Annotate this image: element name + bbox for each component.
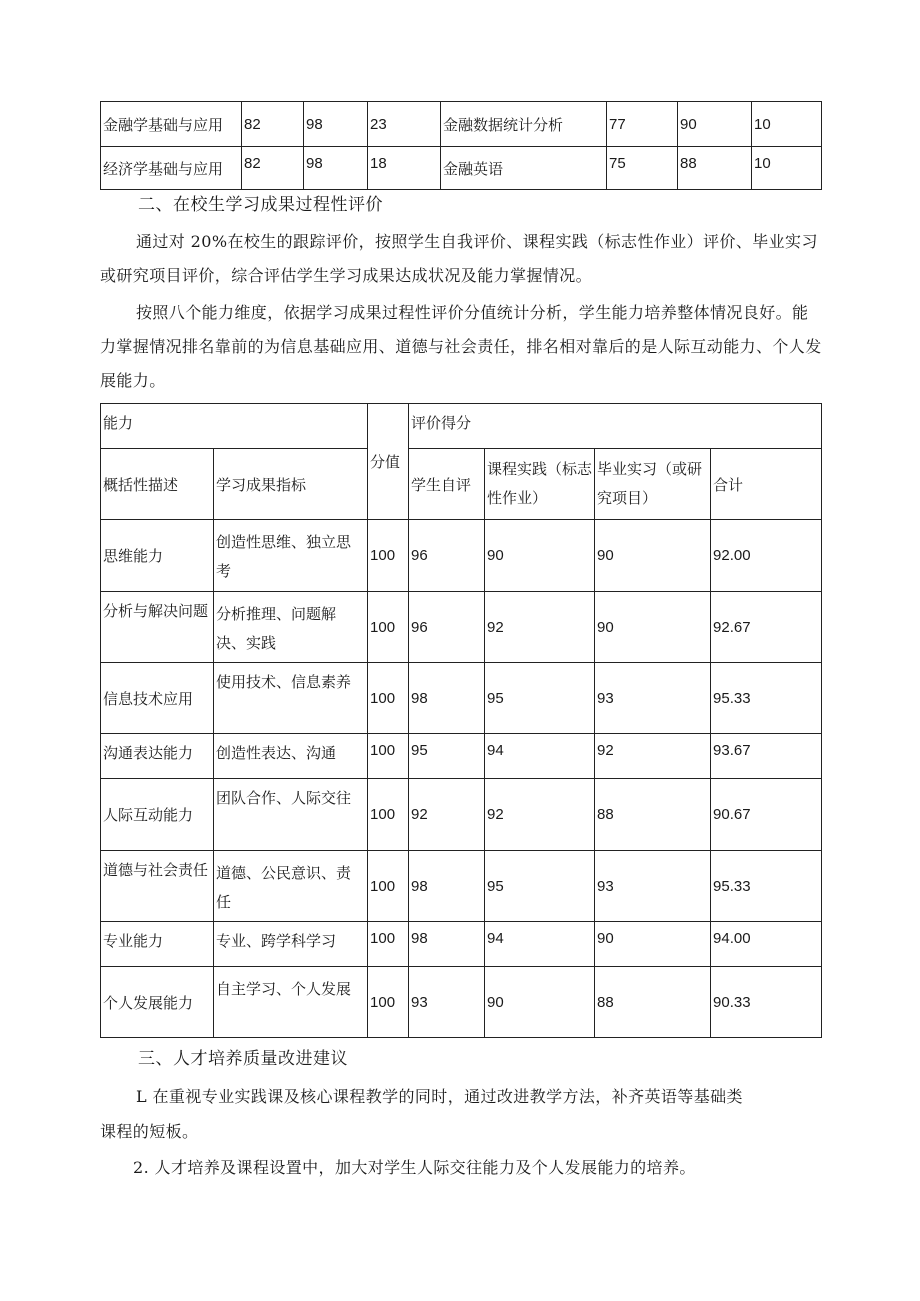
practice-score: 95	[485, 663, 595, 734]
course-practice-header: 课程实践（标志性作业）	[485, 449, 595, 520]
ability-row	[101, 967, 822, 1038]
ability-row	[101, 851, 822, 922]
ability-name: 沟通表达能力	[101, 734, 214, 779]
course-name: 金融数据统计分析	[441, 102, 607, 147]
score-cell: 98	[304, 102, 368, 147]
section-3-heading: 三、人才培养质量改进建议	[138, 1049, 348, 1069]
ability-header: 能力	[101, 404, 368, 449]
score-cell: 82	[242, 147, 304, 190]
header-row-1	[101, 404, 822, 449]
self-eval-score: 96	[409, 520, 485, 592]
ability-name: 个人发展能力	[101, 967, 214, 1038]
ability-row	[101, 663, 822, 734]
score-cell: 75	[607, 147, 678, 190]
indicator-header: 学习成果指标	[214, 449, 368, 520]
self-eval-score: 98	[409, 663, 485, 734]
internship-score: 90	[595, 922, 711, 967]
course-row	[101, 147, 822, 190]
evaluation-header: 评价得分	[409, 404, 822, 449]
total-score: 95.33	[711, 663, 822, 734]
course-row	[101, 102, 822, 147]
total-score: 95.33	[711, 851, 822, 922]
ability-name: 人际互动能力	[101, 779, 214, 851]
section-3-item-1-line-2: 课程的短板。	[100, 1122, 199, 1141]
score-value: 100	[368, 520, 409, 592]
self-eval-score: 98	[409, 922, 485, 967]
self-eval-score: 92	[409, 779, 485, 851]
score-cell: 77	[607, 102, 678, 147]
ability-row	[101, 922, 822, 967]
ability-name: 道德与社会责任	[101, 851, 214, 922]
total-score: 94.00	[711, 922, 822, 967]
section-2-heading: 二、在校生学习成果过程性评价	[138, 195, 383, 215]
ability-indicator: 使用技术、信息素养	[214, 663, 368, 734]
score-cell: 90	[678, 102, 752, 147]
section-2-paragraph-1: 通过对 20%在校生的跟踪评价，按照学生自我评价、课程实践（标志性作业）评价、毕业实习或研究项目评价，综合评估学生学习成果达成状况及能力掌握情况。	[100, 232, 818, 285]
score-cell: 98	[304, 147, 368, 190]
practice-score: 90	[485, 520, 595, 592]
self-eval-score: 95	[409, 734, 485, 779]
score-value-header: 分值	[368, 404, 409, 520]
course-name: 经济学基础与应用	[101, 147, 242, 190]
total-score: 93.67	[711, 734, 822, 779]
ability-row	[101, 592, 822, 663]
score-value: 100	[368, 734, 409, 779]
score-value: 100	[368, 663, 409, 734]
score-cell: 23	[368, 102, 441, 147]
ability-name: 信息技术应用	[101, 663, 214, 734]
total-score: 92.00	[711, 520, 822, 592]
ability-indicator: 道德、公民意识、责任	[214, 851, 368, 922]
section-3-item-1-line-1: L 在重视专业实践课及核心课程教学的同时，通过改进教学方法，补齐英语等基础类	[136, 1087, 743, 1106]
internship-header: 毕业实习（或研究项目）	[595, 449, 711, 520]
total-score: 90.33	[711, 967, 822, 1038]
self-eval-score: 96	[409, 592, 485, 663]
score-value: 100	[368, 592, 409, 663]
section-3-item-2: 2. 人才培养及课程设置中，加大对学生人际交往能力及个人发展能力的培养。	[133, 1158, 696, 1177]
ability-indicator: 自主学习、个人发展	[214, 967, 368, 1038]
practice-score: 95	[485, 851, 595, 922]
internship-score: 93	[595, 851, 711, 922]
ability-row	[101, 734, 822, 779]
ability-name: 思维能力	[101, 520, 214, 592]
section-2-paragraph-2: 按照八个能力维度，依据学习成果过程性评价分值统计分析，学生能力培养整体情况良好。能力掌握情况排名靠前的为信息基础应用、道德与社会责任，排名相对靠后的是人际互动能力、个人发展能力。	[100, 303, 822, 390]
practice-score: 94	[485, 734, 595, 779]
self-eval-score: 98	[409, 851, 485, 922]
score-cell: 88	[678, 147, 752, 190]
score-cell: 82	[242, 102, 304, 147]
score-cell: 10	[752, 147, 822, 190]
score-value: 100	[368, 967, 409, 1038]
internship-score: 92	[595, 734, 711, 779]
score-value: 100	[368, 851, 409, 922]
score-cell: 10	[752, 102, 822, 147]
self-eval-header: 学生自评	[409, 449, 485, 520]
score-cell: 18	[368, 147, 441, 190]
practice-score: 92	[485, 779, 595, 851]
practice-score: 92	[485, 592, 595, 663]
ability-evaluation-table	[100, 403, 822, 1038]
summary-header: 概括性描述	[101, 449, 214, 520]
ability-indicator: 创造性思维、独立思考	[214, 520, 368, 592]
ability-name: 专业能力	[101, 922, 214, 967]
ability-indicator: 专业、跨学科学习	[214, 922, 368, 967]
score-value: 100	[368, 922, 409, 967]
internship-score: 88	[595, 967, 711, 1038]
ability-row	[101, 520, 822, 592]
score-value: 100	[368, 779, 409, 851]
ability-row	[101, 779, 822, 851]
ability-indicator: 分析推理、问题解决、实践	[214, 592, 368, 663]
ability-indicator: 创造性表达、沟通	[214, 734, 368, 779]
ability-name: 分析与解决问题	[101, 592, 214, 663]
practice-score: 94	[485, 922, 595, 967]
self-eval-score: 93	[409, 967, 485, 1038]
total-header: 合计	[711, 449, 822, 520]
ability-indicator: 团队合作、人际交往	[214, 779, 368, 851]
course-score-table	[100, 101, 822, 190]
total-score: 90.67	[711, 779, 822, 851]
total-score: 92.67	[711, 592, 822, 663]
practice-score: 90	[485, 967, 595, 1038]
header-row-2	[101, 449, 822, 520]
course-name: 金融英语	[441, 147, 607, 190]
course-name: 金融学基础与应用	[101, 102, 242, 147]
internship-score: 93	[595, 663, 711, 734]
internship-score: 90	[595, 520, 711, 592]
internship-score: 88	[595, 779, 711, 851]
internship-score: 90	[595, 592, 711, 663]
